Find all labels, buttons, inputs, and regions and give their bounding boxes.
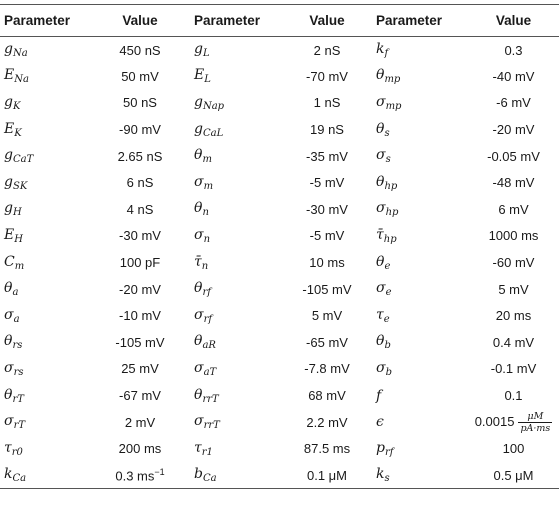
symbol-subscript: s [384, 127, 390, 139]
parameter-symbol [4, 67, 29, 86]
table-row [0, 329, 559, 356]
parameter-cell [0, 37, 90, 64]
symbol-subscript: rf [202, 287, 211, 299]
symbol-base: θ [4, 333, 13, 350]
parameter-symbol [376, 227, 397, 243]
parameter-symbol [376, 414, 384, 430]
symbol-subscript: e [384, 260, 391, 272]
symbol-subscript: hp [385, 207, 399, 219]
parameter-symbol [376, 333, 391, 352]
parameter-cell [372, 382, 468, 409]
value-cell: 100 pF [119, 255, 161, 271]
header-parameter-3: Parameter [372, 5, 468, 37]
parameter-symbol [376, 147, 391, 166]
parameter-symbol [4, 466, 27, 485]
value-cell: -20 mV [119, 281, 161, 297]
value-cell [90, 462, 190, 489]
unit-fraction [518, 411, 552, 434]
symbol-subscript: hp [383, 233, 397, 245]
symbol-base: E [194, 67, 205, 84]
header-value-3: Value [468, 5, 559, 37]
symbol-subscript: L [202, 48, 210, 60]
parameter-symbol [376, 94, 401, 110]
parameter-symbol [194, 94, 224, 110]
symbol-subscript: aT [203, 366, 217, 378]
symbol-subscript: e [385, 287, 392, 299]
parameter-cell [190, 382, 282, 409]
parameter-symbol [4, 41, 28, 60]
parameter-cell [190, 196, 282, 223]
symbol-subscript: rs [13, 366, 24, 378]
symbol-base: θ [376, 333, 385, 350]
parameter-cell [190, 249, 282, 276]
symbol-subscript: b [384, 340, 391, 352]
symbol-base: σ [4, 413, 14, 430]
value-cell: 10 ms [309, 255, 345, 271]
value-cell: -0.1 mV [490, 361, 537, 377]
value-cell: 2.65 nS [117, 148, 163, 164]
parameter-cell [372, 143, 468, 170]
parameter-symbol [376, 200, 399, 219]
table-row [0, 409, 559, 436]
value-cell: -5 mV [309, 175, 345, 191]
symbol-base: σ [194, 306, 204, 323]
parameter-cell [0, 169, 90, 196]
parameter-cell [372, 63, 468, 90]
symbol-subscript: L [204, 74, 211, 86]
symbol-base: σ [194, 226, 204, 243]
parameter-cell [0, 143, 90, 170]
value-cell: 50 nS [123, 95, 157, 111]
parameter-cell [190, 169, 282, 196]
table-row [0, 382, 559, 409]
header-row [0, 5, 559, 37]
symbol-base: σ [194, 173, 204, 190]
parameter-symbol [4, 440, 23, 456]
symbol-base: σ [376, 359, 386, 376]
parameter-cell [190, 116, 282, 143]
parameter-cell [0, 409, 90, 436]
symbol-base: τ̄ [376, 226, 384, 243]
parameter-cell [190, 302, 282, 329]
parameter-cell [190, 143, 282, 170]
parameter-symbol [194, 227, 210, 243]
parameter-symbol [194, 280, 211, 299]
parameter-symbol [194, 333, 216, 352]
symbol-subscript: m [14, 260, 25, 272]
parameter-cell [372, 276, 468, 303]
parameter-symbol [194, 41, 210, 60]
value-cell: 6 mV [498, 201, 529, 217]
symbol-subscript: b [385, 366, 392, 378]
value-cell: 2.2 mV [306, 414, 348, 430]
symbol-subscript: Ca [202, 473, 217, 485]
parameter-symbol [194, 360, 216, 376]
symbol-base: p [376, 439, 385, 456]
parameter-symbol [4, 174, 27, 190]
symbol-base: g [4, 93, 13, 110]
parameter-cell [372, 329, 468, 356]
symbol-subscript: n [203, 233, 211, 245]
parameter-cell [372, 249, 468, 276]
symbol-base: σ [4, 359, 14, 376]
parameter-symbol [376, 388, 381, 404]
symbol-subscript: s [385, 154, 391, 166]
value-cell: 19 nS [310, 122, 344, 138]
value-cell: -35 mV [306, 148, 348, 164]
symbol-subscript: K [14, 127, 22, 139]
parameter-table [0, 4, 559, 489]
value-cell: -60 mV [492, 255, 535, 271]
parameter-symbol [4, 147, 34, 166]
header-parameter-1: Parameter [0, 5, 90, 37]
value-cell: -10 mV [119, 308, 161, 324]
symbol-base: E [4, 120, 15, 137]
parameter-symbol [194, 67, 211, 86]
parameter-symbol [194, 413, 220, 432]
value-cell: 200 ms [118, 441, 162, 457]
parameter-cell [0, 302, 90, 329]
symbol-subscript: rf [203, 313, 213, 325]
symbol-base: σ [376, 280, 386, 297]
symbol-base: g [4, 147, 13, 164]
parameter-symbol [376, 280, 392, 299]
symbol-subscript: SK [12, 180, 28, 192]
symbol-subscript: n [202, 207, 209, 219]
symbol-base: k [376, 41, 385, 58]
symbol-subscript: rs [12, 340, 23, 352]
symbol-base: θ [194, 200, 203, 217]
symbol-subscript: mp [384, 74, 401, 86]
symbol-subscript: aR [202, 340, 216, 352]
value-cell: 4 nS [126, 201, 154, 217]
value-cell: -67 mV [119, 388, 161, 404]
symbol-subscript: Na [14, 74, 29, 86]
symbol-base: θ [194, 280, 203, 297]
table-row [0, 143, 559, 170]
symbol-base: θ [4, 280, 13, 297]
parameter-cell [0, 196, 90, 223]
parameter-symbol [376, 307, 390, 323]
symbol-subscript: r1 [201, 446, 213, 458]
value-exponent: −1 [154, 466, 165, 477]
table-row [0, 196, 559, 223]
value-cell: 0.3 [504, 42, 523, 58]
parameter-cell [372, 169, 468, 196]
symbol-base: θ [376, 67, 385, 84]
parameter-symbol [4, 280, 19, 299]
parameter-cell [190, 356, 282, 383]
parameter-cell [190, 37, 282, 64]
symbol-base: θ [376, 253, 385, 270]
symbol-base: θ [194, 386, 203, 403]
value-number: 0.3 ms [115, 468, 155, 484]
parameter-symbol [376, 67, 401, 86]
value-cell: -70 mV [306, 68, 348, 84]
value-number: 0.0015 [474, 413, 515, 429]
symbol-subscript: hp [384, 180, 398, 192]
header-value-1: Value [90, 5, 190, 37]
symbol-base: g [4, 200, 13, 217]
parameter-cell [0, 116, 90, 143]
parameter-cell [372, 90, 468, 117]
symbol-base: τ [376, 306, 384, 323]
symbol-subscript: mp [385, 100, 402, 112]
parameter-cell [190, 409, 282, 436]
parameter-cell [190, 90, 282, 117]
parameter-symbol [376, 466, 390, 485]
symbol-base: θ [194, 333, 203, 350]
value-cell: -90 mV [119, 122, 161, 138]
table-row [0, 302, 559, 329]
symbol-subscript: rrT [202, 393, 219, 405]
symbol-base: σ [194, 413, 204, 430]
value-cell: 0.1 μM [282, 462, 372, 489]
symbol-subscript: Nap [202, 100, 225, 112]
symbol-subscript: CaL [202, 127, 224, 139]
table-row [0, 249, 559, 276]
parameter-cell [0, 249, 90, 276]
table-row [0, 356, 559, 383]
symbol-base: θ [376, 120, 385, 137]
parameter-symbol [376, 360, 392, 376]
value-cell: -30 mV [306, 201, 348, 217]
table-row [0, 462, 559, 489]
parameter-cell [190, 276, 282, 303]
symbol-base: σ [194, 359, 204, 376]
symbol-subscript: e [383, 313, 390, 325]
symbol-subscript: Ca [12, 473, 27, 485]
symbol-subscript: m [203, 180, 214, 192]
parameter-cell [372, 196, 468, 223]
value-cell: -105 mV [302, 281, 352, 297]
value-cell: 2 nS [313, 42, 341, 58]
parameter-symbol [4, 121, 22, 137]
symbol-subscript: a [12, 287, 19, 299]
parameter-cell [0, 63, 90, 90]
value-cell: -30 mV [119, 228, 161, 244]
value-cell: 5 mV [311, 308, 343, 324]
symbol-base: τ [4, 439, 12, 456]
symbol-subscript: CaT [12, 154, 34, 166]
parameter-symbol [194, 387, 219, 403]
parameter-symbol [194, 307, 212, 323]
value-cell: 450 nS [119, 42, 161, 58]
value-cell: -40 mV [492, 68, 535, 84]
symbol-subscript: rT [12, 393, 24, 405]
symbol-subscript: rT [13, 420, 26, 432]
value-cell: 100 [502, 441, 525, 457]
value-cell: 87.5 ms [303, 441, 351, 457]
parameter-cell [0, 382, 90, 409]
value-cell: 0.5 μM [468, 462, 559, 489]
value-cell: 25 mV [121, 361, 159, 377]
table-row [0, 169, 559, 196]
parameter-symbol [4, 200, 22, 219]
value-cell: 1000 ms [488, 228, 539, 244]
symbol-base: b [194, 466, 203, 483]
symbol-base: E [4, 67, 15, 84]
table-row [0, 116, 559, 143]
symbol-base: g [4, 173, 13, 190]
header-value-2: Value [282, 5, 372, 37]
parameter-symbol [376, 41, 389, 60]
unit-denominator: pA·ms [520, 422, 551, 434]
parameter-symbol [194, 440, 213, 456]
table-row [0, 90, 559, 117]
symbol-subscript: K [12, 100, 21, 112]
symbol-base: σ [376, 147, 386, 164]
symbol-subscript: n [201, 260, 209, 272]
parameter-cell [190, 329, 282, 356]
parameter-cell [190, 435, 282, 462]
parameter-symbol [194, 254, 208, 270]
symbol-subscript: s [384, 473, 390, 485]
value-cell: -6 mV [496, 95, 531, 111]
parameter-symbol [194, 200, 209, 219]
unit-numerator: μM [518, 411, 552, 423]
value-cell: 2 mV [124, 414, 156, 430]
symbol-subscript: r0 [11, 446, 23, 458]
parameter-symbol [194, 174, 213, 190]
table-row [0, 63, 559, 90]
parameter-cell [372, 409, 468, 436]
value-cell: 0.1 [504, 388, 523, 404]
parameter-cell [0, 329, 90, 356]
parameter-symbol [376, 254, 390, 270]
symbol-subscript: H [14, 233, 23, 245]
parameter-symbol [376, 440, 393, 456]
value-cell: -48 mV [492, 175, 535, 191]
parameter-symbol [194, 466, 217, 485]
value-cell: -20 mV [492, 122, 535, 138]
parameter-cell [190, 223, 282, 250]
symbol-base: g [194, 93, 203, 110]
parameter-symbol [194, 121, 223, 137]
parameter-symbol [376, 174, 397, 190]
parameter-cell [190, 462, 282, 489]
header-parameter-2: Parameter [190, 5, 282, 37]
parameter-symbol [4, 333, 23, 352]
symbol-base: E [4, 226, 15, 243]
parameter-symbol [4, 94, 20, 110]
parameter-cell [190, 63, 282, 90]
symbol-base: f [376, 387, 382, 404]
parameter-cell [372, 302, 468, 329]
value-cell: -65 mV [306, 334, 348, 350]
symbol-base: C [4, 253, 15, 270]
symbol-subscript: Na [12, 48, 28, 60]
parameter-cell [372, 37, 468, 64]
symbol-base: τ [194, 439, 202, 456]
parameter-symbol [4, 413, 26, 432]
value-cell: -5 mV [309, 228, 345, 244]
symbol-subscript: m [202, 154, 212, 166]
parameter-symbol [4, 307, 20, 323]
symbol-subscript: rrT [203, 420, 220, 432]
value-cell: -7.8 mV [304, 361, 350, 377]
symbol-subscript: rf [384, 446, 394, 458]
table-row [0, 276, 559, 303]
parameter-cell [0, 90, 90, 117]
symbol-subscript: f [384, 48, 389, 60]
symbol-base: θ [194, 147, 203, 164]
symbol-base: σ [376, 93, 386, 110]
symbol-base: g [194, 120, 203, 137]
parameter-cell [372, 223, 468, 250]
symbol-base: ϵ [376, 414, 384, 431]
parameter-symbol [4, 254, 24, 270]
parameter-cell [0, 276, 90, 303]
symbol-base: σ [4, 306, 14, 323]
value-cell: 0.4 mV [492, 334, 535, 350]
parameter-cell [0, 356, 90, 383]
value-cell: 20 ms [495, 308, 532, 324]
parameter-cell [0, 223, 90, 250]
parameter-symbol [4, 227, 23, 243]
symbol-base: θ [4, 386, 13, 403]
parameter-cell [372, 435, 468, 462]
symbol-base: θ [376, 173, 385, 190]
parameter-symbol [4, 360, 23, 376]
symbol-base: k [376, 466, 385, 483]
value-cell: 68 mV [308, 388, 346, 404]
parameter-symbol [194, 147, 212, 166]
value-cell: 5 mV [498, 281, 529, 297]
value-cell: -0.05 mV [487, 148, 540, 164]
symbol-base: k [4, 466, 13, 483]
table-header [0, 5, 559, 37]
value-cell: 6 nS [126, 175, 154, 191]
table-row [0, 223, 559, 250]
parameter-cell [372, 116, 468, 143]
table-row [0, 435, 559, 462]
symbol-base: g [4, 41, 13, 58]
symbol-base: σ [376, 200, 386, 217]
symbol-subscript: H [12, 207, 22, 219]
table-row [0, 37, 559, 64]
parameter-cell [0, 462, 90, 489]
symbol-base: g [194, 41, 203, 58]
parameter-symbol [376, 121, 390, 137]
parameter-symbol [4, 387, 24, 403]
value-cell [468, 409, 559, 436]
parameter-cell [372, 462, 468, 489]
value-cell: -105 mV [115, 334, 165, 350]
symbol-subscript: a [13, 313, 20, 325]
parameter-cell [0, 435, 90, 462]
value-cell: 50 mV [121, 68, 159, 84]
parameter-cell [372, 356, 468, 383]
table-body [0, 37, 559, 489]
value-cell: 1 nS [313, 95, 341, 111]
symbol-base: τ̄ [194, 253, 202, 270]
